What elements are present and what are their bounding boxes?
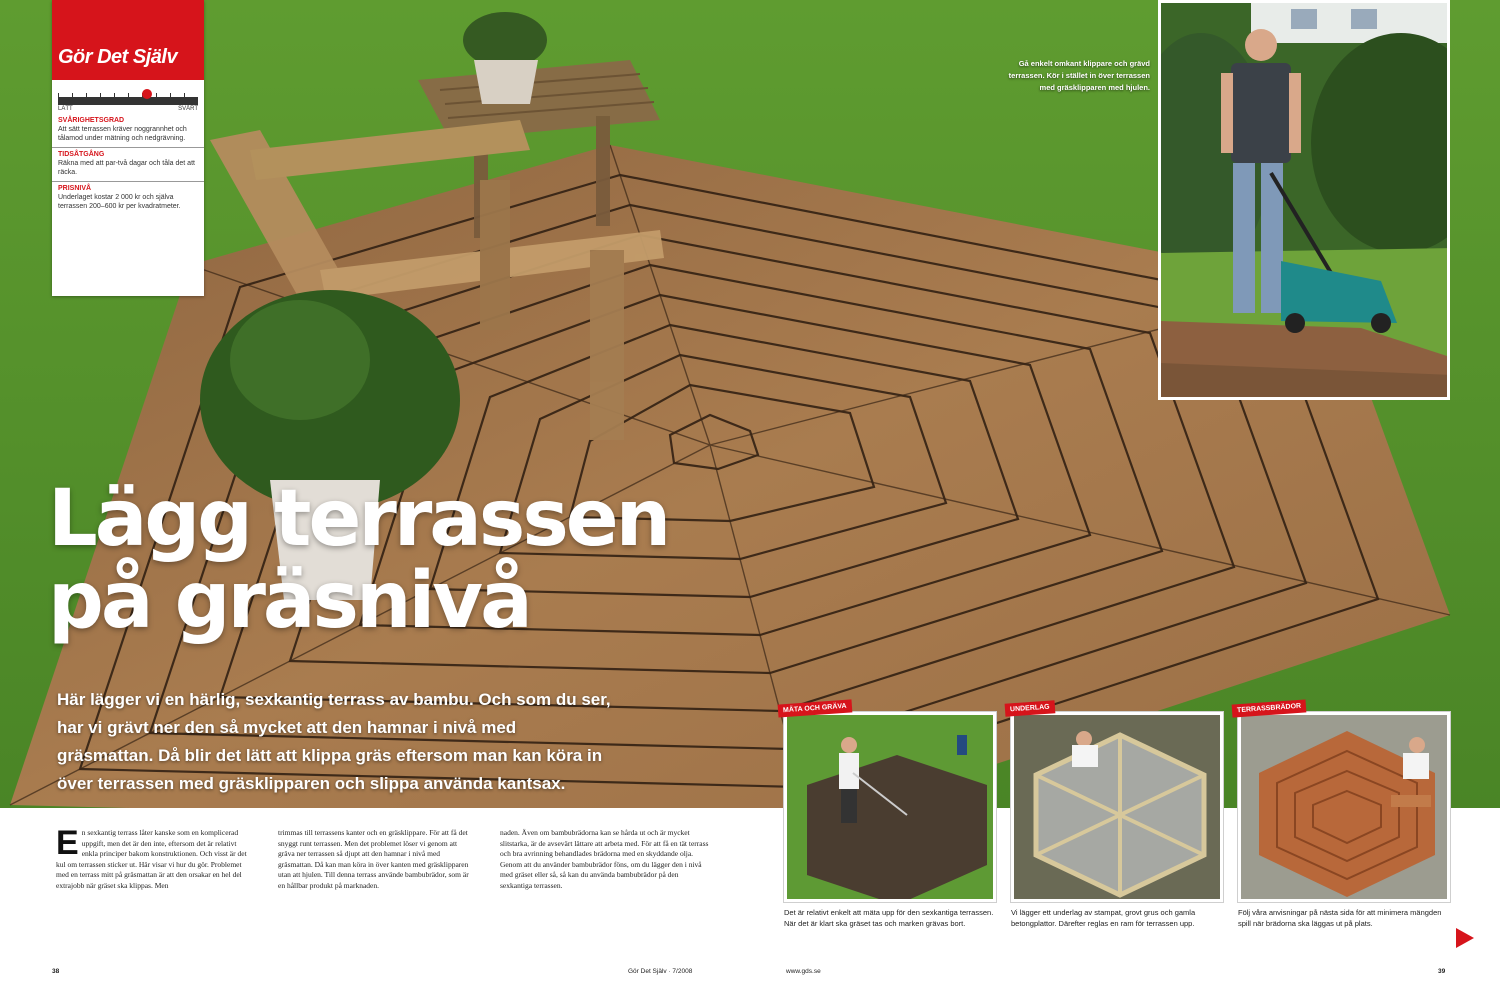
page-number-right: 39 [1438,968,1446,975]
article-headline: Lägg terrassen på gräsnivå [48,474,669,646]
body-column-2: trimmas till terrassens kanter och en gräsklippare. För att få det snyggt runt terrassen. Men det problemet löser vi genom att gräva ner terrassen så djupt att den hamnar i nivå med gräsmattan. Då kan man köra in över kanten med gräsklipparen utan att hjulen. Till denna terrass använde bambubrädor, som är en hållbar produkt på marknaden. [278,828,469,890]
series-logo: Gör Det Själv [52,0,204,80]
step-photo-boards [1236,702,1450,929]
scale-label-hard: SVÅRT [178,106,198,112]
step2-illustration [1014,715,1223,902]
step-tag: MÄTA OCH GRÄVA [778,699,852,717]
fact-difficulty: SVÅRIGHETSGRAD Att sätt terrassen kräver noggrannhet och tålamod under mätning och nedgrävning. [52,114,204,148]
body-column-1: E n sexkantig terrass låter kanske som en komplicerad uppgift, men det är den inte, eftersom det är relativt enkla principer bakom konstruktionen. Och visst är det kul om terrassen sticker ut. Här visar vi hur du gör. Problemet med en terrass mitt på gräsmattan är att den orsakar en hel del extrajobb när gräset ska klippas. Men [56,824,247,890]
dropcap: E [56,824,79,862]
step3-illustration [1241,715,1450,902]
step-tag: TERRASSBRÄDOR [1232,699,1307,717]
article-lead: Här lägger vi en härlig, sexkantig terrass av bambu. Och som du ser, har vi grävt ner den så mycket att den hamnar i nivå med gräsmattan. Då blir det lätt att klippa gräs eftersom man kan köra in över terrassen med gräsklipparen och slippa använda kantsax. [57,690,611,793]
fact-price: PRISNIVÅ Underlaget kostar 2 000 kr och själva terrassen 200–600 kr per kvadratmeter. [58,185,181,210]
fact-time: TIDSÅTGÅNG Räkna med att par-två dagar och tåla det att räcka. [52,148,204,182]
step-photo-base [1009,703,1223,929]
page-number-left: 38 [52,968,60,975]
inset-photo-mower [1158,0,1450,400]
difficulty-marker [142,89,152,99]
magazine-issue: Gör Det Själv · 7/2008 [628,968,693,975]
fact-box [52,0,204,296]
mower-illustration [1161,3,1450,400]
step-photo-measure [782,702,996,929]
difficulty-scale [58,80,198,114]
magazine-url: www.gds.se [786,968,821,975]
step-caption: Det är relativt enkelt att mäta upp för den sexkantiga terrassen. När det är klart ska gräset tas och marken grävas bort. [784,908,994,928]
step-tag: UNDERLAG [1005,700,1055,716]
inset-caption: Gå enkelt omkant klippare och grävd terrassen. Kör i stället in över terrassen med gräsklipparen med hjulen. [1008,59,1150,92]
next-page-arrow-icon [1456,928,1474,948]
step1-illustration [787,715,996,902]
body-column-3: naden. Även om bambubrädorna kan se hårda ut och är mycket slitstarka, är de avsevärt lättare att arbeta med. För att få en tät terrass och bra avrinning behandlades brädorna med en skyddande olja. Genom att du använder bambubrädor föns, om du lägger den i nivå med gräset eller så, så kan du använda bambubrädor på den sexkantiga terrassen. [500,828,709,890]
step-caption: Vi lägger ett underlag av stampat, grovt grus och gamla betongplattor. Därefter reglas en ram för terrassen upp. [1011,908,1196,928]
scale-label-easy: LÄTT [58,106,73,112]
step-caption: Följ våra anvisningar på nästa sida för att minimera mängden spill när brädorna ska läggas ut på plats. [1238,908,1442,928]
